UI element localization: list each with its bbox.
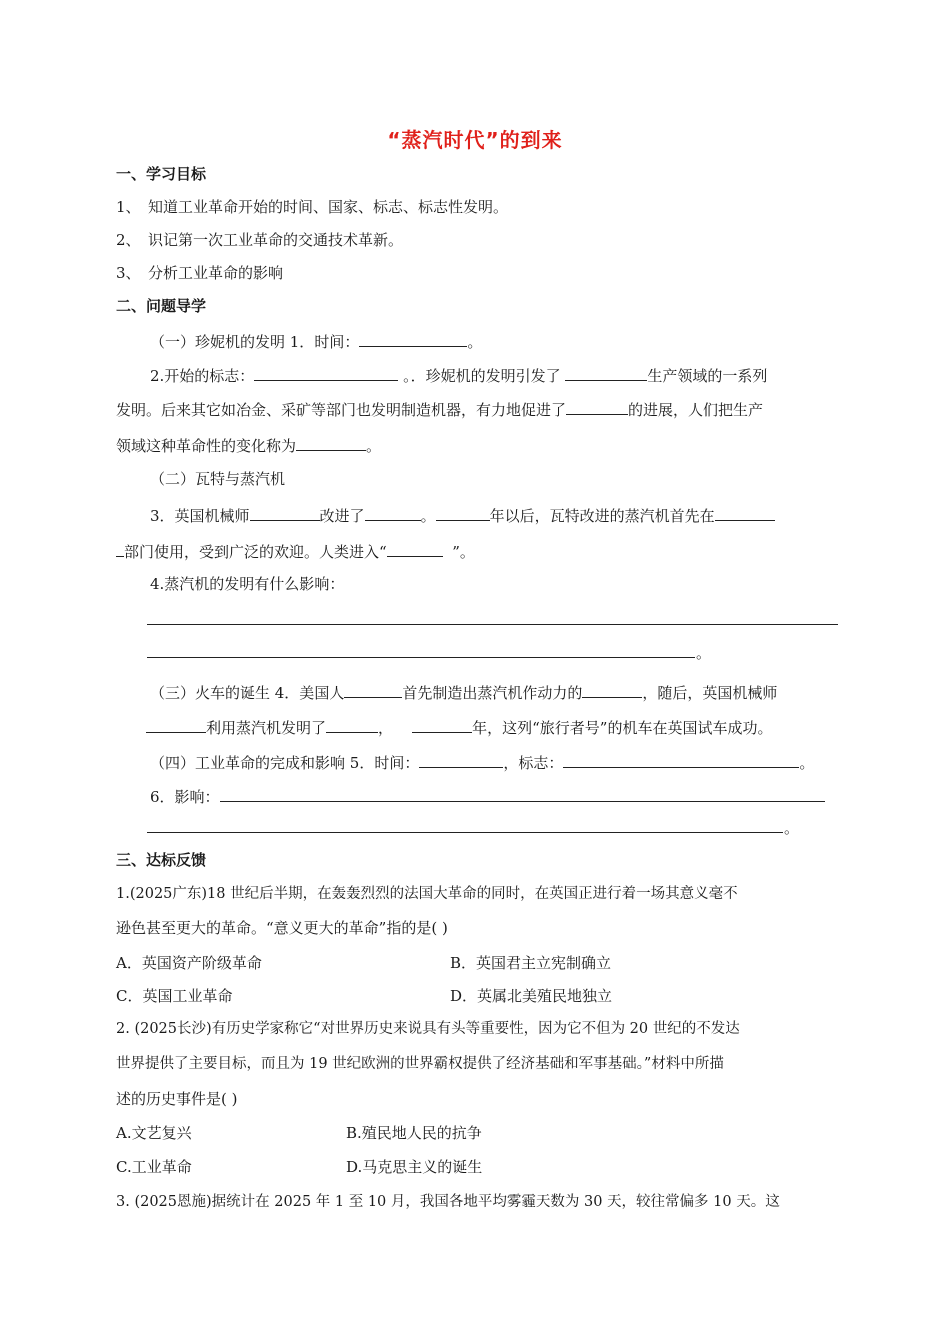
fill-blank[interactable] <box>565 364 647 381</box>
guide-text: ，随后，英国机械师 <box>642 684 778 702</box>
answer-option[interactable]: D．英属北美殖民地独立 <box>450 987 613 1005</box>
answer-line[interactable] <box>147 832 783 833</box>
answer-option[interactable]: C．英国工业革命 <box>116 987 233 1005</box>
question-text: 1.(2025广东)18 世纪后半期，在轰轰烈烈的法国大革命的同时，在英国正进行着一场其意义毫不 <box>116 886 738 902</box>
fill-blank[interactable] <box>220 785 825 802</box>
guide-question: 4.蒸汽机的发明有什么影响： <box>150 575 345 593</box>
guide-line <box>116 398 763 420</box>
answer-line-end: 。 <box>784 819 800 837</box>
guide-text: 领域这种革命性的变化称为 <box>116 437 297 455</box>
answer-option[interactable]: B．英国君主立宪制确立 <box>450 954 612 972</box>
guide-text: 。 <box>799 754 815 772</box>
guide-text: 。 <box>420 507 436 525</box>
guide-text: （三）火车的诞生 4．美国人 <box>150 684 345 702</box>
objective-item <box>116 263 283 283</box>
answer-option[interactable]: A.文艺复兴 <box>116 1124 192 1142</box>
fill-blank[interactable] <box>566 398 628 415</box>
objective-number: 3、 <box>116 264 141 282</box>
guide-text: ，标志： <box>503 754 564 772</box>
guide-text: 发明。后来其它如冶金、采矿等部门也发明制造机器，有力地促进了 <box>116 401 567 419</box>
answer-option[interactable]: B.殖民地人民的抗争 <box>346 1124 482 1142</box>
fill-blank[interactable] <box>250 504 320 521</box>
guide-text: 。 <box>467 333 483 351</box>
guide-text: 年以后，瓦特改进的蒸汽机首先在 <box>489 507 715 525</box>
guide-text: 。 <box>366 437 382 455</box>
fill-blank[interactable] <box>116 540 124 557</box>
section-heading-feedback: 三、达标反馈 <box>116 851 207 869</box>
answer-line[interactable] <box>147 657 695 658</box>
fill-blank[interactable] <box>146 716 206 733</box>
fill-blank[interactable] <box>359 330 467 347</box>
guide-line <box>116 434 381 456</box>
guide-text: （一）珍妮机的发明 1．时间： <box>150 333 360 351</box>
guide-text: 2.开始的标志： <box>150 367 255 385</box>
objective-number: 2、 <box>116 231 141 249</box>
guide-text: 。．珍妮机的发明引发了 <box>403 367 561 385</box>
fill-blank[interactable] <box>387 540 443 557</box>
section-heading-guide: 二、问题导学 <box>116 297 207 315</box>
fill-blank[interactable] <box>344 681 402 698</box>
question-text: 2. (2025长沙)有历史学家称它“对世界历史来说具有头等重要性，因为它不但为 20 世纪的不发达 <box>116 1021 740 1037</box>
fill-blank[interactable] <box>365 504 421 521</box>
fill-blank[interactable] <box>412 716 472 733</box>
guide-line <box>150 330 482 352</box>
fill-blank[interactable] <box>419 751 503 768</box>
guide-text: 6．影响： <box>150 788 220 806</box>
answer-option[interactable]: A．英国资产阶级革命 <box>116 954 262 972</box>
fill-blank[interactable] <box>326 716 378 733</box>
guide-line <box>150 364 767 386</box>
guide-line <box>146 716 772 738</box>
fill-blank[interactable] <box>563 751 799 768</box>
fill-blank[interactable] <box>296 434 366 451</box>
guide-text: 改进了 <box>319 507 365 525</box>
objective-text: 分析工业革命的影响 <box>148 264 284 282</box>
question-text: 世界提供了主要目标，而且为 19 世纪欧洲的世界霸权提供了经济基础和军事基础。”材料中所描 <box>116 1056 724 1072</box>
guide-line <box>150 785 825 807</box>
answer-line-end: 。 <box>696 644 712 662</box>
guide-text: （四）工业革命的完成和影响 5．时间： <box>150 754 420 772</box>
guide-text: 生产领域的一系列 <box>647 367 768 385</box>
fill-blank[interactable] <box>254 364 398 381</box>
objective-text: 识记第一次工业革命的交通技术革新。 <box>148 231 404 249</box>
question-text: 述的历史事件是( ) <box>116 1090 238 1108</box>
guide-line <box>150 751 814 773</box>
fill-blank[interactable] <box>715 504 775 521</box>
fill-blank[interactable] <box>436 504 490 521</box>
objective-item <box>116 197 508 217</box>
guide-text: 利用蒸汽机发明了 <box>206 719 327 737</box>
objective-number: 1、 <box>116 198 141 216</box>
guide-text: ， <box>378 719 394 737</box>
answer-option[interactable]: C.工业革命 <box>116 1158 192 1176</box>
fill-blank[interactable] <box>582 681 642 698</box>
guide-line <box>150 504 775 526</box>
objective-item <box>116 230 403 250</box>
guide-text: 首先制造出蒸汽机作动力的 <box>402 684 583 702</box>
section-heading-objectives: 一、学习目标 <box>116 165 207 183</box>
guide-line <box>150 681 777 703</box>
page-title: “蒸汽时代”的到来 <box>387 128 563 152</box>
guide-text: ”。 <box>452 543 475 561</box>
guide-text: 年，这列“旅行者号”的机车在英国试车成功。 <box>472 719 773 737</box>
guide-text: 的进展，人们把生产 <box>628 401 764 419</box>
guide-text: 3．英国机械师 <box>150 507 250 525</box>
question-text: 3. (2025恩施)据统计在 2025 年 1 至 10 月，我国各地平均雾霾天数为 30 天，较往常偏多 10 天。这 <box>116 1194 780 1210</box>
question-text: 逊色甚至更大的革命。“意义更大的革命”指的是( ) <box>116 919 448 937</box>
guide-line <box>116 540 475 562</box>
guide-text: 部门使用，受到广泛的欢迎。人类进入“ <box>124 543 387 561</box>
answer-option[interactable]: D.马克思主义的诞生 <box>346 1158 483 1176</box>
answer-line[interactable] <box>147 624 838 625</box>
objective-text: 知道工业革命开始的时间、国家、标志、标志性发明。 <box>148 198 509 216</box>
guide-subheading: （二）瓦特与蒸汽机 <box>150 470 286 488</box>
